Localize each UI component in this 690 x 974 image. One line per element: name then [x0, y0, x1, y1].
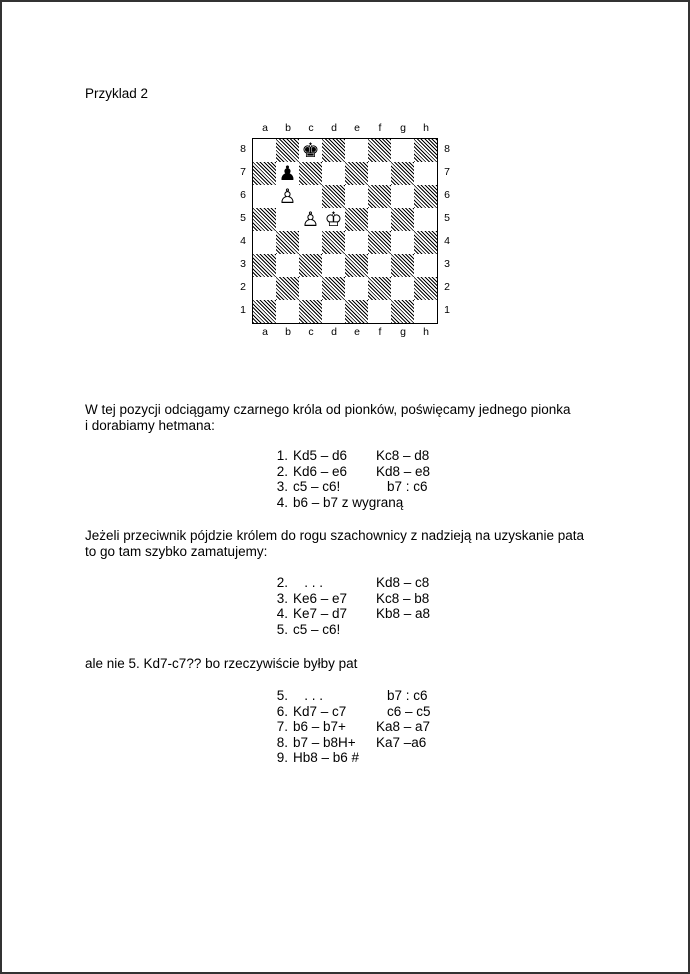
board-square-c1 — [299, 300, 322, 323]
file-label-g: g — [400, 326, 406, 338]
black-move: Kc8 – b8 — [376, 590, 430, 606]
white-move: Ke7 – d7 — [293, 606, 348, 621]
move-number: 9. — [276, 750, 288, 765]
white-pawn-icon: ♙ — [276, 185, 299, 208]
white-move: b6 – b7+ — [293, 719, 346, 734]
paragraph-line: W tej pozycji odciągamy czarnego króla od pionków, poświęcamy jednego pionka — [85, 402, 571, 417]
board-square-b1 — [276, 300, 299, 323]
black-move: Ka8 – a7 — [376, 719, 431, 734]
board-square-g6 — [391, 185, 414, 208]
file-label-d: d — [331, 122, 337, 134]
white-move: c5 – c6! — [293, 621, 341, 637]
board-square-g3 — [391, 254, 414, 277]
board-square-a6 — [253, 185, 276, 208]
move-number: 6. — [276, 703, 288, 719]
board-square-c6 — [299, 185, 322, 208]
board-square-e6 — [345, 185, 368, 208]
file-label-f: f — [378, 326, 382, 338]
black-move: b7 : c6 — [387, 688, 428, 703]
board-square-h6 — [414, 185, 437, 208]
chess-diagram — [232, 120, 462, 350]
rank-label-2: 2 — [444, 281, 450, 293]
white-move: Kd5 – d6 — [293, 448, 348, 463]
board-square-a2 — [253, 277, 276, 300]
board-square-e8 — [345, 139, 368, 162]
board-square-a7 — [253, 162, 276, 185]
board-square-g1 — [391, 300, 414, 323]
file-label-h: h — [423, 326, 429, 338]
board-square-d6 — [322, 185, 345, 208]
black-move: b7 : c6 — [387, 479, 428, 494]
file-label-e: e — [354, 326, 360, 338]
board-square-d8 — [322, 139, 345, 162]
board-square-h7 — [414, 162, 437, 185]
white-move: Kd6 – e6 — [293, 463, 348, 479]
black-move: Kd8 – c8 — [376, 575, 430, 590]
move-number: 2. — [276, 575, 288, 590]
white-move: Hb8 – b6 # — [293, 750, 360, 765]
board-square-f4 — [368, 231, 391, 254]
board-square-d7 — [322, 162, 345, 185]
board-square-g4 — [391, 231, 414, 254]
board-square-g7 — [391, 162, 414, 185]
board-square-d1 — [322, 300, 345, 323]
file-label-h: h — [423, 122, 429, 134]
rank-label-8: 8 — [240, 143, 246, 155]
board-square-e7 — [345, 162, 368, 185]
board-square-g2 — [391, 277, 414, 300]
file-label-a: a — [262, 326, 268, 338]
board-square-d4 — [322, 231, 345, 254]
file-label-b: b — [285, 122, 291, 134]
board-square-b2 — [276, 277, 299, 300]
rank-label-8: 8 — [444, 143, 450, 155]
paragraph-line: to go tam szybko zamatujemy: — [85, 544, 268, 559]
board-square-e2 — [345, 277, 368, 300]
rank-label-5: 5 — [444, 212, 450, 224]
board-square-h2 — [414, 277, 437, 300]
board-square-e3 — [345, 254, 368, 277]
black-move: Kd8 – e8 — [376, 463, 431, 479]
board-square-d3 — [322, 254, 345, 277]
page-title: Przyklad 2 — [85, 86, 149, 101]
board-square-c2 — [299, 277, 322, 300]
white-move: b7 – b8H+ — [293, 734, 356, 750]
board-square-c7 — [299, 162, 322, 185]
move-number: 2. — [276, 463, 288, 479]
move-number: 8. — [276, 734, 288, 750]
board-square-f2 — [368, 277, 391, 300]
rank-label-3: 3 — [240, 258, 246, 270]
rank-label-4: 4 — [240, 235, 246, 247]
white-move: c5 – c6! — [293, 479, 341, 494]
board-square-f8 — [368, 139, 391, 162]
rank-label-4: 4 — [444, 235, 450, 247]
move-number: 5. — [276, 621, 288, 637]
white-pawn-icon: ♙ — [299, 208, 322, 231]
rank-label-7: 7 — [444, 166, 450, 178]
board-square-b4 — [276, 231, 299, 254]
paragraph-stalemate-note: ale nie 5. Kd7-c7?? bo rzeczywiście byłby pat — [85, 656, 358, 671]
board-square-h3 — [414, 254, 437, 277]
black-move: Ka7 –a6 — [376, 734, 427, 750]
board-square-h4 — [414, 231, 437, 254]
board-square-a3 — [253, 254, 276, 277]
board-square-h1 — [414, 300, 437, 323]
file-label-d: d — [331, 326, 337, 338]
rank-label-2: 2 — [240, 281, 246, 293]
board-square-e4 — [345, 231, 368, 254]
white-king-icon: ♔ — [322, 208, 345, 231]
board-square-e5 — [345, 208, 368, 231]
board-square-e1 — [345, 300, 368, 323]
rank-label-7: 7 — [240, 166, 246, 178]
board-square-b5 — [276, 208, 299, 231]
black-move: c6 – c5 — [387, 703, 431, 719]
board-square-f3 — [368, 254, 391, 277]
file-label-b: b — [285, 326, 291, 338]
move-number: 7. — [276, 719, 288, 734]
file-label-c: c — [308, 326, 314, 338]
white-move: . . . — [293, 688, 324, 703]
chess-board — [252, 138, 438, 324]
move-number: 3. — [276, 590, 288, 606]
board-square-a5 — [253, 208, 276, 231]
black-king-icon: ♚ — [299, 139, 322, 162]
board-square-g5 — [391, 208, 414, 231]
rank-label-6: 6 — [444, 189, 450, 201]
rank-label-6: 6 — [240, 189, 246, 201]
file-label-f: f — [378, 122, 382, 134]
board-square-c4 — [299, 231, 322, 254]
white-move: . . . — [293, 575, 324, 590]
rank-label-5: 5 — [240, 212, 246, 224]
white-move: b6 – b7 z wygraną — [293, 494, 404, 510]
file-label-c: c — [308, 122, 314, 134]
board-square-h8 — [414, 139, 437, 162]
file-label-e: e — [354, 122, 360, 134]
board-square-f7 — [368, 162, 391, 185]
move-number: 3. — [276, 479, 288, 494]
board-square-a1 — [253, 300, 276, 323]
board-square-g8 — [391, 139, 414, 162]
board-square-b8 — [276, 139, 299, 162]
board-square-f6 — [368, 185, 391, 208]
board-square-a4 — [253, 231, 276, 254]
board-square-f1 — [368, 300, 391, 323]
paragraph-intro — [85, 402, 571, 434]
paragraph-line: Jeżeli przeciwnik pójdzie królem do rogu szachownicy z nadzieją na uzyskanie pata — [85, 528, 585, 543]
board-square-a8 — [253, 139, 276, 162]
move-number: 4. — [276, 606, 288, 621]
rank-label-3: 3 — [444, 258, 450, 270]
white-move: Kd7 – c7 — [293, 703, 347, 719]
move-number: 5. — [276, 688, 288, 703]
white-move: Ke6 – e7 — [293, 590, 348, 606]
black-pawn-icon: ♟ — [276, 162, 299, 185]
rank-label-1: 1 — [240, 304, 246, 316]
move-number: 1. — [276, 448, 288, 463]
move-number: 4. — [276, 494, 288, 510]
black-move: Kb8 – a8 — [376, 606, 431, 621]
board-square-b3 — [276, 254, 299, 277]
file-label-a: a — [262, 122, 268, 134]
paragraph-defense — [85, 528, 584, 560]
board-square-h5 — [414, 208, 437, 231]
black-move: Kc8 – d8 — [376, 448, 430, 463]
rank-label-1: 1 — [444, 304, 450, 316]
paragraph-line: i dorabiamy hetmana: — [85, 418, 215, 433]
file-label-g: g — [400, 122, 406, 134]
board-square-d2 — [322, 277, 345, 300]
board-square-c3 — [299, 254, 322, 277]
board-square-f5 — [368, 208, 391, 231]
